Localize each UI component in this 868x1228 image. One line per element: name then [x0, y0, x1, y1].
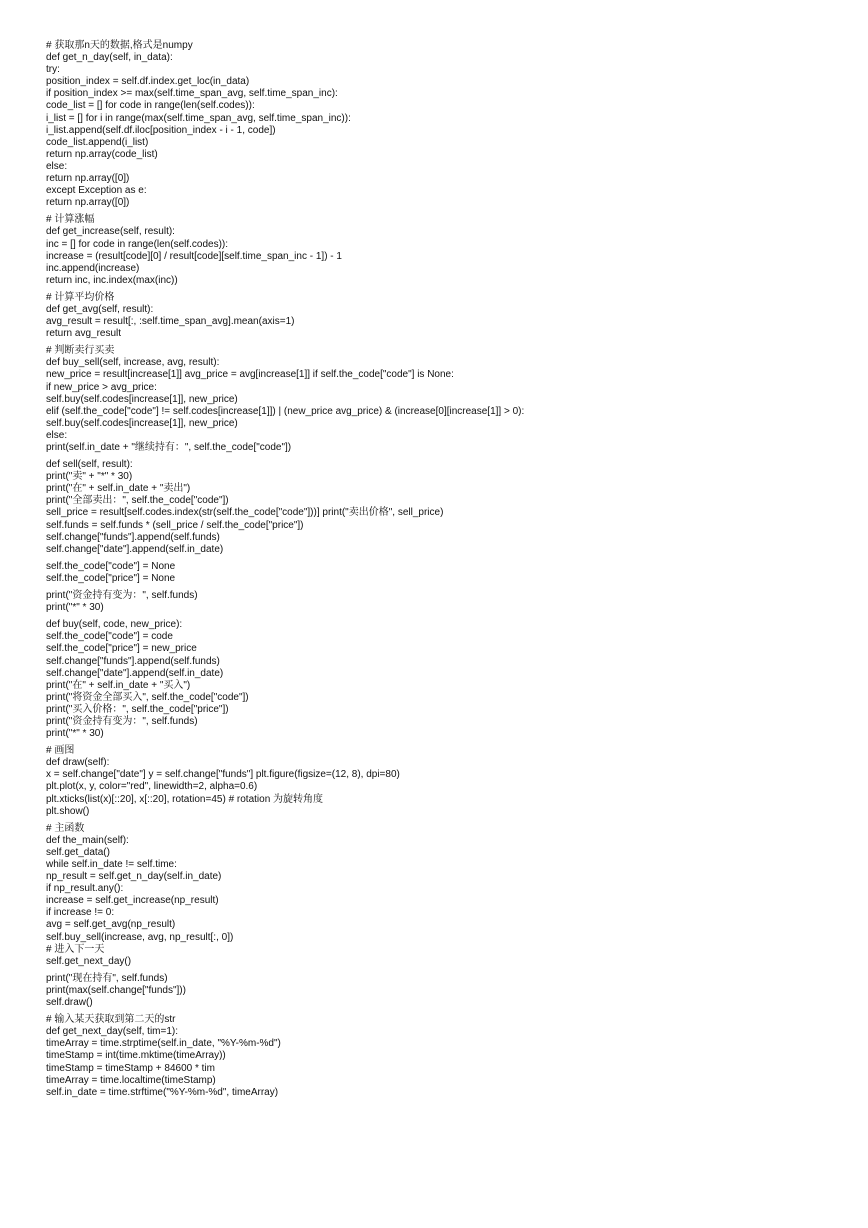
code-line: # 计算涨幅 [46, 214, 95, 226]
code-line: self.buy(self.codes[increase[1]], new_price) [46, 417, 238, 429]
code-line: # 输入某天获取到第二天的str [46, 1014, 176, 1026]
code-line: if np_result.any(): [46, 883, 124, 895]
code-line: code_list = [] for code in range(len(self.codes)): [46, 100, 255, 112]
code-line: np_result = self.get_n_day(self.in_date) [46, 871, 222, 883]
code-line: # 主函数 [46, 822, 85, 834]
code-line: code_list.append(i_list) [46, 136, 149, 148]
code-line: print(self.in_date + "继续持有：", self.the_code["code"]) [46, 442, 292, 453]
code-line: x = self.change["date"] y = self.change["funds"] plt.figure(figsize=(12, 8), dpi=80) [46, 769, 400, 781]
code-line: self.get_data() [46, 846, 110, 858]
code-line: print(max(self.change["funds"])) [46, 984, 186, 996]
code-block [46, 745, 846, 818]
code-line: plt.xticks(list(x)[::20], x[::20], rotation=45) # rotation 为旋转角度 [46, 793, 324, 805]
code-line: return avg_result [46, 328, 122, 340]
code-line: else: [46, 429, 68, 441]
code-line: if new_price > avg_price: [46, 381, 157, 393]
code-line: def buy_sell(self, increase, avg, result): [46, 357, 220, 369]
code-line: sell_price = result[self.codes.index(str(self.the_code["code"]))] print("卖出价格", sell_price) [46, 507, 444, 519]
code-line: plt.show() [46, 805, 90, 817]
code-line: print("*" * 30) [46, 728, 104, 740]
code-line: print("现在持有", self.funds) [46, 972, 168, 984]
code-line: elif (self.the_code["code"] != self.codes[increase[1]]) | (new_price avg_price) & (increase[0][increase[1]] > 0): [46, 405, 525, 417]
code-line: increase = (result[code][0] / result[code][self.time_span_inc - 1]) - 1 [46, 250, 342, 262]
code-line: print("*" * 30) [46, 602, 104, 614]
code-block [46, 1014, 846, 1099]
code-line: print("资金持有变为：", self.funds) [46, 590, 198, 602]
code-line: self.the_code["price"] = None [46, 572, 176, 584]
code-line: inc = [] for code in range(len(self.codes)): [46, 238, 229, 250]
code-line: print("买入价格：", self.the_code["price"]) [46, 703, 229, 715]
code-block [46, 561, 846, 585]
code-line: self.change["funds"].append(self.funds) [46, 655, 220, 667]
code-line: plt.plot(x, y, color="red", linewidth=2, alpha=0.6) [46, 781, 258, 793]
code-line: i_list.append(self.df.iloc[position_index - i - 1, code]) [46, 124, 276, 136]
code-line: self.in_date = time.strftime("%Y-%m-%d", timeArray) [46, 1086, 279, 1098]
code-line: self.change["funds"].append(self.funds) [46, 531, 220, 543]
code-line: print("在" + self.in_date + "卖出") [46, 483, 191, 495]
code-line: # 进入下一天 [46, 943, 105, 955]
code-line: return np.array(code_list) [46, 148, 158, 160]
code-line: while self.in_date != self.time: [46, 859, 177, 870]
code-line: def the_main(self): [46, 834, 129, 846]
code-line: # 计算平均价格 [46, 291, 115, 303]
code-line: print("在" + self.in_date + "买入") [46, 679, 191, 691]
code-line: if position_index >= max(self.time_span_avg, self.time_span_inc): [46, 88, 338, 100]
code-line: i_list = [] for i in range(max(self.time_span_avg, self.time_span_inc)): [46, 112, 351, 124]
code-line: print("全部卖出：", self.the_code["code"]) [46, 495, 229, 507]
code-line: self.the_code["code"] = None [46, 560, 176, 572]
code-line: position_index = self.df.index.get_loc(in_data) [46, 76, 250, 88]
code-line: self.get_next_day() [46, 955, 132, 967]
code-line: else: [46, 160, 68, 172]
code-line: print("将资金全部买入", self.the_code["code"]) [46, 691, 249, 703]
code-line: if increase != 0: [46, 907, 115, 919]
code-line: def get_next_day(self, tim=1): [46, 1026, 179, 1038]
code-line: return np.array([0]) [46, 173, 130, 185]
code-line: new_price = result[increase[1]] avg_price = avg[increase[1]] if self.the_code["code"] is None: [46, 369, 454, 381]
code-line: def get_n_day(self, in_data): [46, 52, 173, 64]
code-block [46, 40, 846, 209]
code-listing [46, 40, 846, 1104]
code-line: def get_avg(self, result): [46, 303, 154, 315]
code-line: self.buy(self.codes[increase[1]], new_price) [46, 393, 238, 405]
code-line: self.the_code["code"] = code [46, 631, 173, 643]
code-block [46, 292, 846, 340]
code-block [46, 345, 846, 454]
code-line: self.change["date"].append(self.in_date) [46, 543, 224, 555]
code-line: avg = self.get_avg(np_result) [46, 919, 176, 931]
code-line: def sell(self, result): [46, 459, 133, 471]
code-line: return np.array([0]) [46, 197, 130, 209]
code-block [46, 214, 846, 287]
code-block [46, 823, 846, 968]
code-line: self.the_code["price"] = new_price [46, 643, 197, 655]
code-line: def draw(self): [46, 757, 110, 769]
code-line: self.buy_sell(increase, avg, np_result[:, 0]) [46, 931, 234, 943]
code-line: self.funds = self.funds * (sell_price / self.the_code["price"]) [46, 519, 304, 531]
code-line: increase = self.get_increase(np_result) [46, 895, 219, 907]
code-line: def buy(self, code, new_price): [46, 619, 183, 631]
code-block [46, 619, 846, 740]
code-line: self.change["date"].append(self.in_date) [46, 667, 224, 679]
code-line: except Exception as e: [46, 185, 147, 197]
code-line: timeArray = time.strptime(self.in_date, "%Y-%m-%d") [46, 1038, 281, 1050]
code-block [46, 459, 846, 556]
code-line: # 判断卖行买卖 [46, 345, 115, 357]
code-block [46, 973, 846, 1009]
code-line: # 获取那n天的数据,格式是numpy [46, 40, 193, 51]
code-line: timeStamp = timeStamp + 84600 * tim [46, 1062, 215, 1074]
code-line: avg_result = result[:, :self.time_span_avg].mean(axis=1) [46, 316, 295, 328]
code-line: try: [46, 64, 60, 76]
code-line: return inc, inc.index(max(inc)) [46, 274, 178, 286]
code-line: self.draw() [46, 997, 93, 1009]
code-line: # 画图 [46, 745, 75, 757]
code-line: def get_increase(self, result): [46, 226, 175, 238]
code-line: print("卖" + "*" * 30) [46, 471, 133, 483]
code-line: print("资金持有变为：", self.funds) [46, 715, 198, 727]
code-line: timeArray = time.localtime(timeStamp) [46, 1074, 216, 1086]
code-block [46, 590, 846, 614]
code-line: timeStamp = int(time.mktime(timeArray)) [46, 1050, 226, 1062]
code-line: inc.append(increase) [46, 262, 140, 274]
